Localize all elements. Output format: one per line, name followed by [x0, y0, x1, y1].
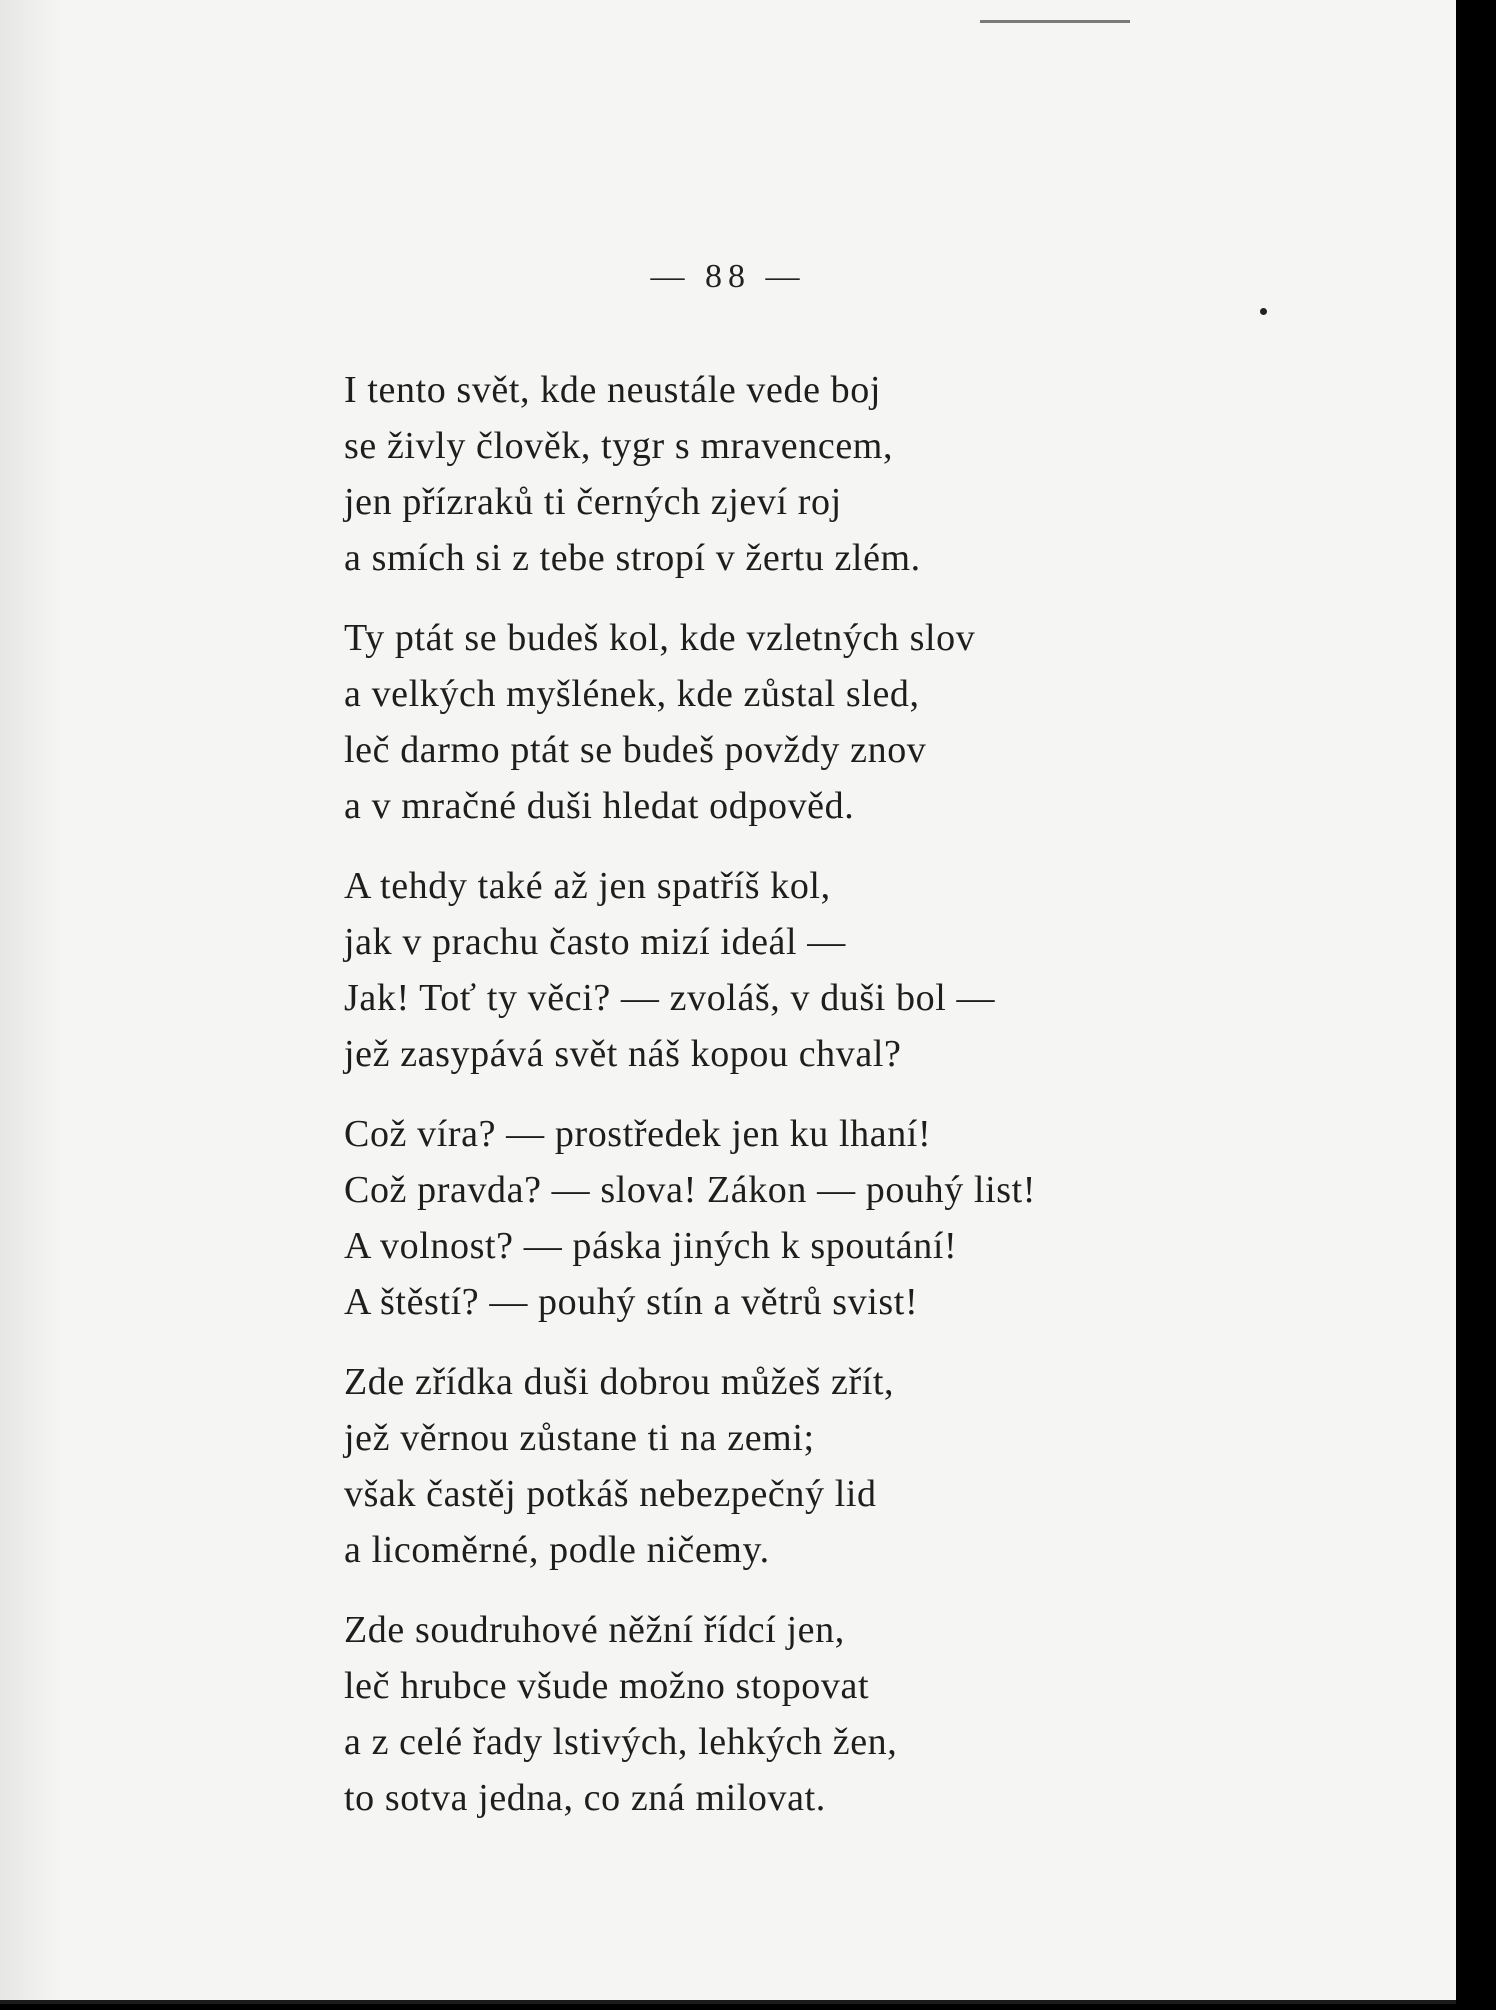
verse-line: však častěj potkáš nebezpečný lid — [344, 1473, 877, 1515]
verse-line: A štěstí? — pouhý stín a větrů svist! — [344, 1281, 919, 1323]
verse-line: Zde zřídka duši dobrou můžeš zřít, — [344, 1361, 895, 1403]
verse-line: jež věrnou zůstane ti na zemi; — [344, 1417, 815, 1459]
stanza — [344, 1602, 1244, 1826]
verse-line: Zde soudruhové něžní řídcí jen, — [344, 1609, 845, 1651]
verse-line: A tehdy také až jen spatříš kol, — [344, 865, 831, 907]
verse-line: se živly člověk, tygr s mravencem, — [344, 425, 894, 467]
stanza — [344, 1354, 1244, 1578]
poem-body — [344, 362, 1244, 1850]
verse-line: a v mračné duši hledat odpověd. — [344, 785, 855, 827]
verse-line: Což víra? — prostředek jen ku lhaní! — [344, 1113, 932, 1155]
verse-line: a licoměrné, podle ničemy. — [344, 1529, 770, 1571]
page-number: — 88 — — [650, 258, 806, 295]
stanza — [344, 610, 1244, 834]
verse-line: Ty ptát se budeš kol, kde vzletných slov — [344, 617, 976, 659]
stanza — [344, 362, 1244, 586]
verse-line: a velkých myšlének, kde zůstal sled, — [344, 673, 920, 715]
stanza — [344, 858, 1244, 1082]
verse-line: jak v prachu často mizí ideál — — [344, 921, 846, 963]
verse-line: a smích si z tebe stropí v žertu zlém. — [344, 537, 921, 579]
page-edge-shadow — [0, 0, 60, 2004]
bottom-edge — [0, 2000, 1456, 2004]
verse-line: jen přízraků ti černých zjeví roj — [344, 481, 842, 523]
verse-line: I tento svět, kde neustále vede boj — [344, 369, 882, 411]
verse-line: to sotva jedna, co zná milovat. — [344, 1777, 826, 1819]
verse-line: leč hrubce všude možno stopovat — [344, 1665, 870, 1707]
top-edge-mark — [980, 20, 1130, 23]
verse-line: A volnost? — páska jiných k spoutání! — [344, 1225, 958, 1267]
verse-line: jež zasypává svět náš kopou chval? — [344, 1033, 902, 1075]
verse-line: Což pravda? — slova! Zákon — pouhý list! — [344, 1169, 1037, 1211]
verse-line: leč darmo ptát se budeš povždy znov — [344, 729, 927, 771]
verse-line: Jak! Toť ty věci? — zvoláš, v duši bol — — [344, 977, 996, 1019]
verse-line: a z celé řady lstivých, lehkých žen, — [344, 1721, 898, 1763]
ink-speck — [1260, 308, 1267, 315]
stanza — [344, 1106, 1244, 1330]
